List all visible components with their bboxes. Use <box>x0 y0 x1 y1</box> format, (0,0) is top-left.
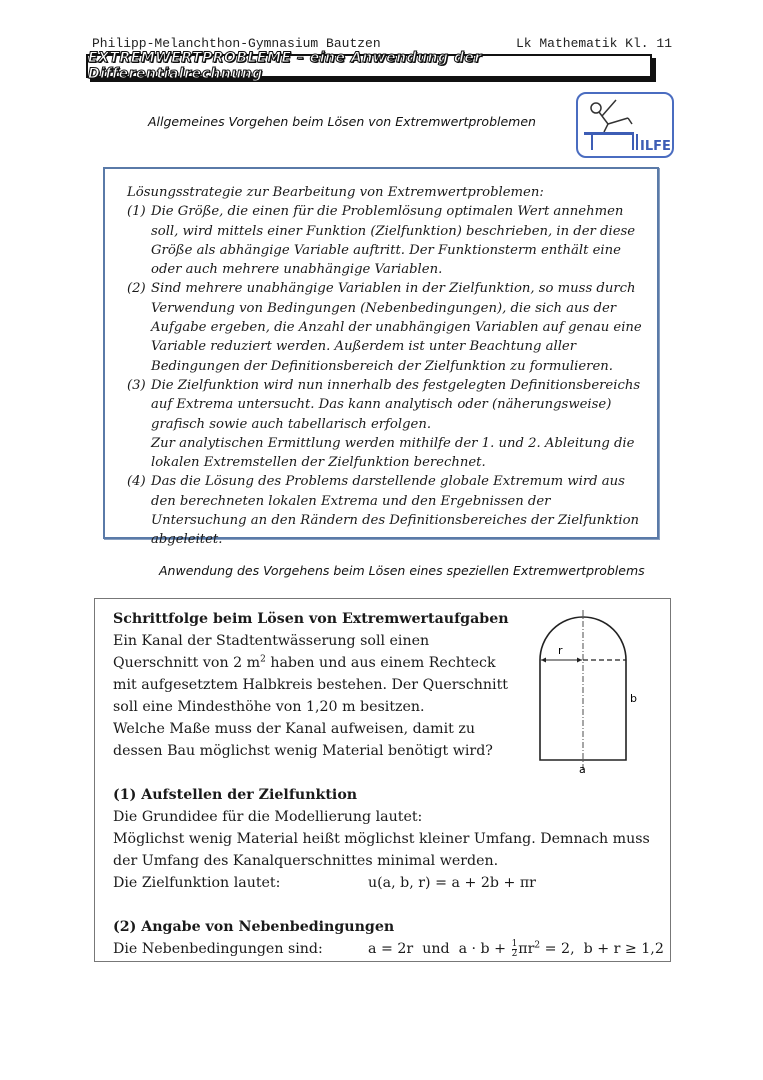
step2-heading: (2) Angabe von Nebenbedingungen <box>113 919 395 935</box>
problem-text: Ein Kanal der Stadtentwässerung soll einen Querschnitt von 2 $m^2$ haben und aus einem Rechteck mit aufgesetztem Halbkreis bestehen. Der Querschnitt soll eine Mindesthöhe von 1,20 m besitzen. Welche Maße muss der Kanal aufweisen, damit zu dessen Bau möglichst wenig Material benötigt wird? <box>113 633 508 759</box>
constraints-formula: a = 2r und a · b + $\frac{1}{2}$ $\pi r^2 = 2$, b + r ≥ 1,2 <box>368 938 664 959</box>
channel-cross-section-diagram <box>525 605 655 775</box>
step1-line1: Die Grundidee für die Modellierung lautet: <box>113 809 423 825</box>
section1-subtitle: Allgemeines Vorgehen beim Lösen von Extremwertproblemen <box>148 114 536 129</box>
label-b: b <box>630 692 637 705</box>
page-title: EXTREMWERTPROBLEME – eine Anwendung der Differentialrechnung <box>88 50 482 82</box>
strategy-item: (2) Sind mehrere unabhängige Variablen in der Zielfunktion, so muss durch Verwendung von Bedingungen (Nebenbedingungen), die sich aus der Aufgabe ergeben, die Anzahl der unabhängigen Variablen auf genau eine Variable reduziert werden. Außerdem ist unter Beachtung aller Bedingungen der Definitionsbereich der Zielfunktion zu formulieren. <box>127 281 642 374</box>
strategy-item: (3) Die Zielfunktion wird nun innerhalb des festgelegten Definitionsbereichs auf Extrema untersucht. Das kann analytisch oder (näherungsweise) grafisch sowie auch tabellarisch erfolgen. Zur analytischen Ermittlung werden mithilfe der 1. und 2. Ableitung die lokalen Extremstellen der Zielfunktion berechnet. <box>127 377 641 471</box>
example-heading: Schrittfolge beim Lösen von Extremwertaufgaben <box>113 611 509 627</box>
constraints: Die Nebenbedingungen sind: a = 2r und a · b + $\frac{1}{2}$ $\pi r^2 = 2$, b + r ≥ 1,2 <box>113 938 664 959</box>
strategy-box <box>103 167 659 548</box>
strategy-item: (1) Die Größe, die einen für die Problemlösung optimalen Wert annehmen soll, wird mittels einer Funktion (Zielfunktion) beschrieben, in der diese Größe als abhängige Variable auftritt. Der Funktionsterm enthält eine oder auch mehrere unabhängige Variablen. <box>127 204 636 278</box>
strategy-lead: Lösungsstrategie zur Bearbeitung von Extremwertproblemen: <box>127 185 544 200</box>
label-a: a <box>579 763 586 775</box>
school-name: Philipp-Melanchthon-Gymnasium Bautzen <box>92 36 381 51</box>
title-banner <box>86 50 652 82</box>
page-header <box>92 36 672 51</box>
section2-subtitle: Anwendung des Vorgehens beim Lösen eines speziellen Extremwertproblems <box>159 563 645 578</box>
strategy-item: (4) Das die Lösung des Problems darstellende globale Extremum wird aus den berechneten lokalen Extrema und den Ergebnissen der Untersuchung an den Rändern des Definitionsbereiches der Zielfunktion abgeleitet. <box>127 474 640 548</box>
hilfe-logo-icon <box>576 92 674 158</box>
step1-line2: Möglichst wenig Material heißt möglichst kleiner Umfang. Demnach muss der Umfang des Kanalquerschnittes minimal werden. <box>113 831 650 869</box>
logo-text: ILFE <box>640 139 671 154</box>
objective-function: Die Zielfunktion lautet: u(a, b, r) = a + 2b + πr <box>113 872 670 894</box>
label-r: r <box>558 644 563 657</box>
step1-heading: (1) Aufstellen der Zielfunktion <box>113 787 358 803</box>
course-name: Lk Mathematik Kl. 11 <box>515 36 672 51</box>
objective-formula: u(a, b, r) = a + 2b + πr <box>368 875 536 891</box>
